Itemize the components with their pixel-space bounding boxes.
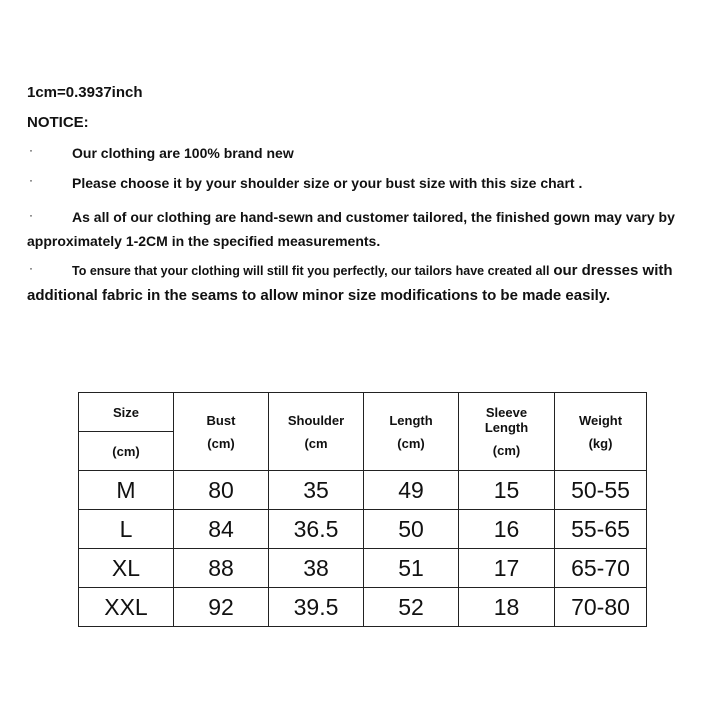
notice-text-continued: our dresses with additional fabric in the seams to allow minor size modifications to be made easily.	[27, 262, 673, 304]
length-cell: 49	[364, 471, 459, 510]
size-chart-table	[78, 392, 647, 627]
size-cell: L	[79, 510, 174, 549]
header-size: Size	[79, 393, 174, 432]
notice-item	[27, 205, 687, 253]
header-length: Length (cm)	[364, 393, 459, 471]
header-shoulder: Shoulder (cm	[269, 393, 364, 471]
bullet-icon: ·	[29, 173, 33, 187]
weight-cell: 65-70	[555, 549, 647, 588]
size-cell: M	[79, 471, 174, 510]
header-sleeve-length: Sleeve Length (cm)	[459, 393, 555, 471]
header-weight: Weight (kg)	[555, 393, 647, 471]
table-header-row	[79, 393, 647, 432]
header-size-unit: (cm)	[79, 432, 174, 471]
notice-title: NOTICE:	[27, 114, 89, 131]
length-cell: 51	[364, 549, 459, 588]
sleeve-cell: 15	[459, 471, 555, 510]
notice-item	[27, 258, 687, 308]
size-cell: XXL	[79, 588, 174, 627]
notice-text: As all of our clothing are hand-sewn and customer tailored, the finished gown may vary by approximately 1-2CM in the specified measurements.	[27, 209, 675, 249]
shoulder-cell: 36.5	[269, 510, 364, 549]
size-cell: XL	[79, 549, 174, 588]
notice-text: Our clothing are 100% brand new	[72, 145, 294, 161]
bust-cell: 88	[174, 549, 269, 588]
length-cell: 52	[364, 588, 459, 627]
sleeve-cell: 16	[459, 510, 555, 549]
bullet-icon: ·	[29, 261, 33, 275]
bullet-icon: ·	[29, 143, 33, 157]
length-cell: 50	[364, 510, 459, 549]
shoulder-cell: 39.5	[269, 588, 364, 627]
notice-item	[27, 145, 687, 161]
sleeve-cell: 17	[459, 549, 555, 588]
notice-item	[27, 175, 687, 191]
weight-cell: 55-65	[555, 510, 647, 549]
shoulder-cell: 35	[269, 471, 364, 510]
bullet-icon: ·	[29, 208, 33, 222]
weight-cell: 70-80	[555, 588, 647, 627]
unit-conversion: 1cm=0.3937inch	[27, 84, 143, 101]
table-row	[79, 588, 647, 627]
header-bust: Bust (cm)	[174, 393, 269, 471]
notice-text: Please choose it by your shoulder size or your bust size with this size chart .	[72, 175, 583, 191]
table-row	[79, 510, 647, 549]
bust-cell: 80	[174, 471, 269, 510]
bust-cell: 92	[174, 588, 269, 627]
weight-cell: 50-55	[555, 471, 647, 510]
notice-text: To ensure that your clothing will still fit you perfectly, our tailors have created all	[72, 264, 550, 278]
bust-cell: 84	[174, 510, 269, 549]
shoulder-cell: 38	[269, 549, 364, 588]
sleeve-cell: 18	[459, 588, 555, 627]
table-row	[79, 471, 647, 510]
table-row	[79, 549, 647, 588]
